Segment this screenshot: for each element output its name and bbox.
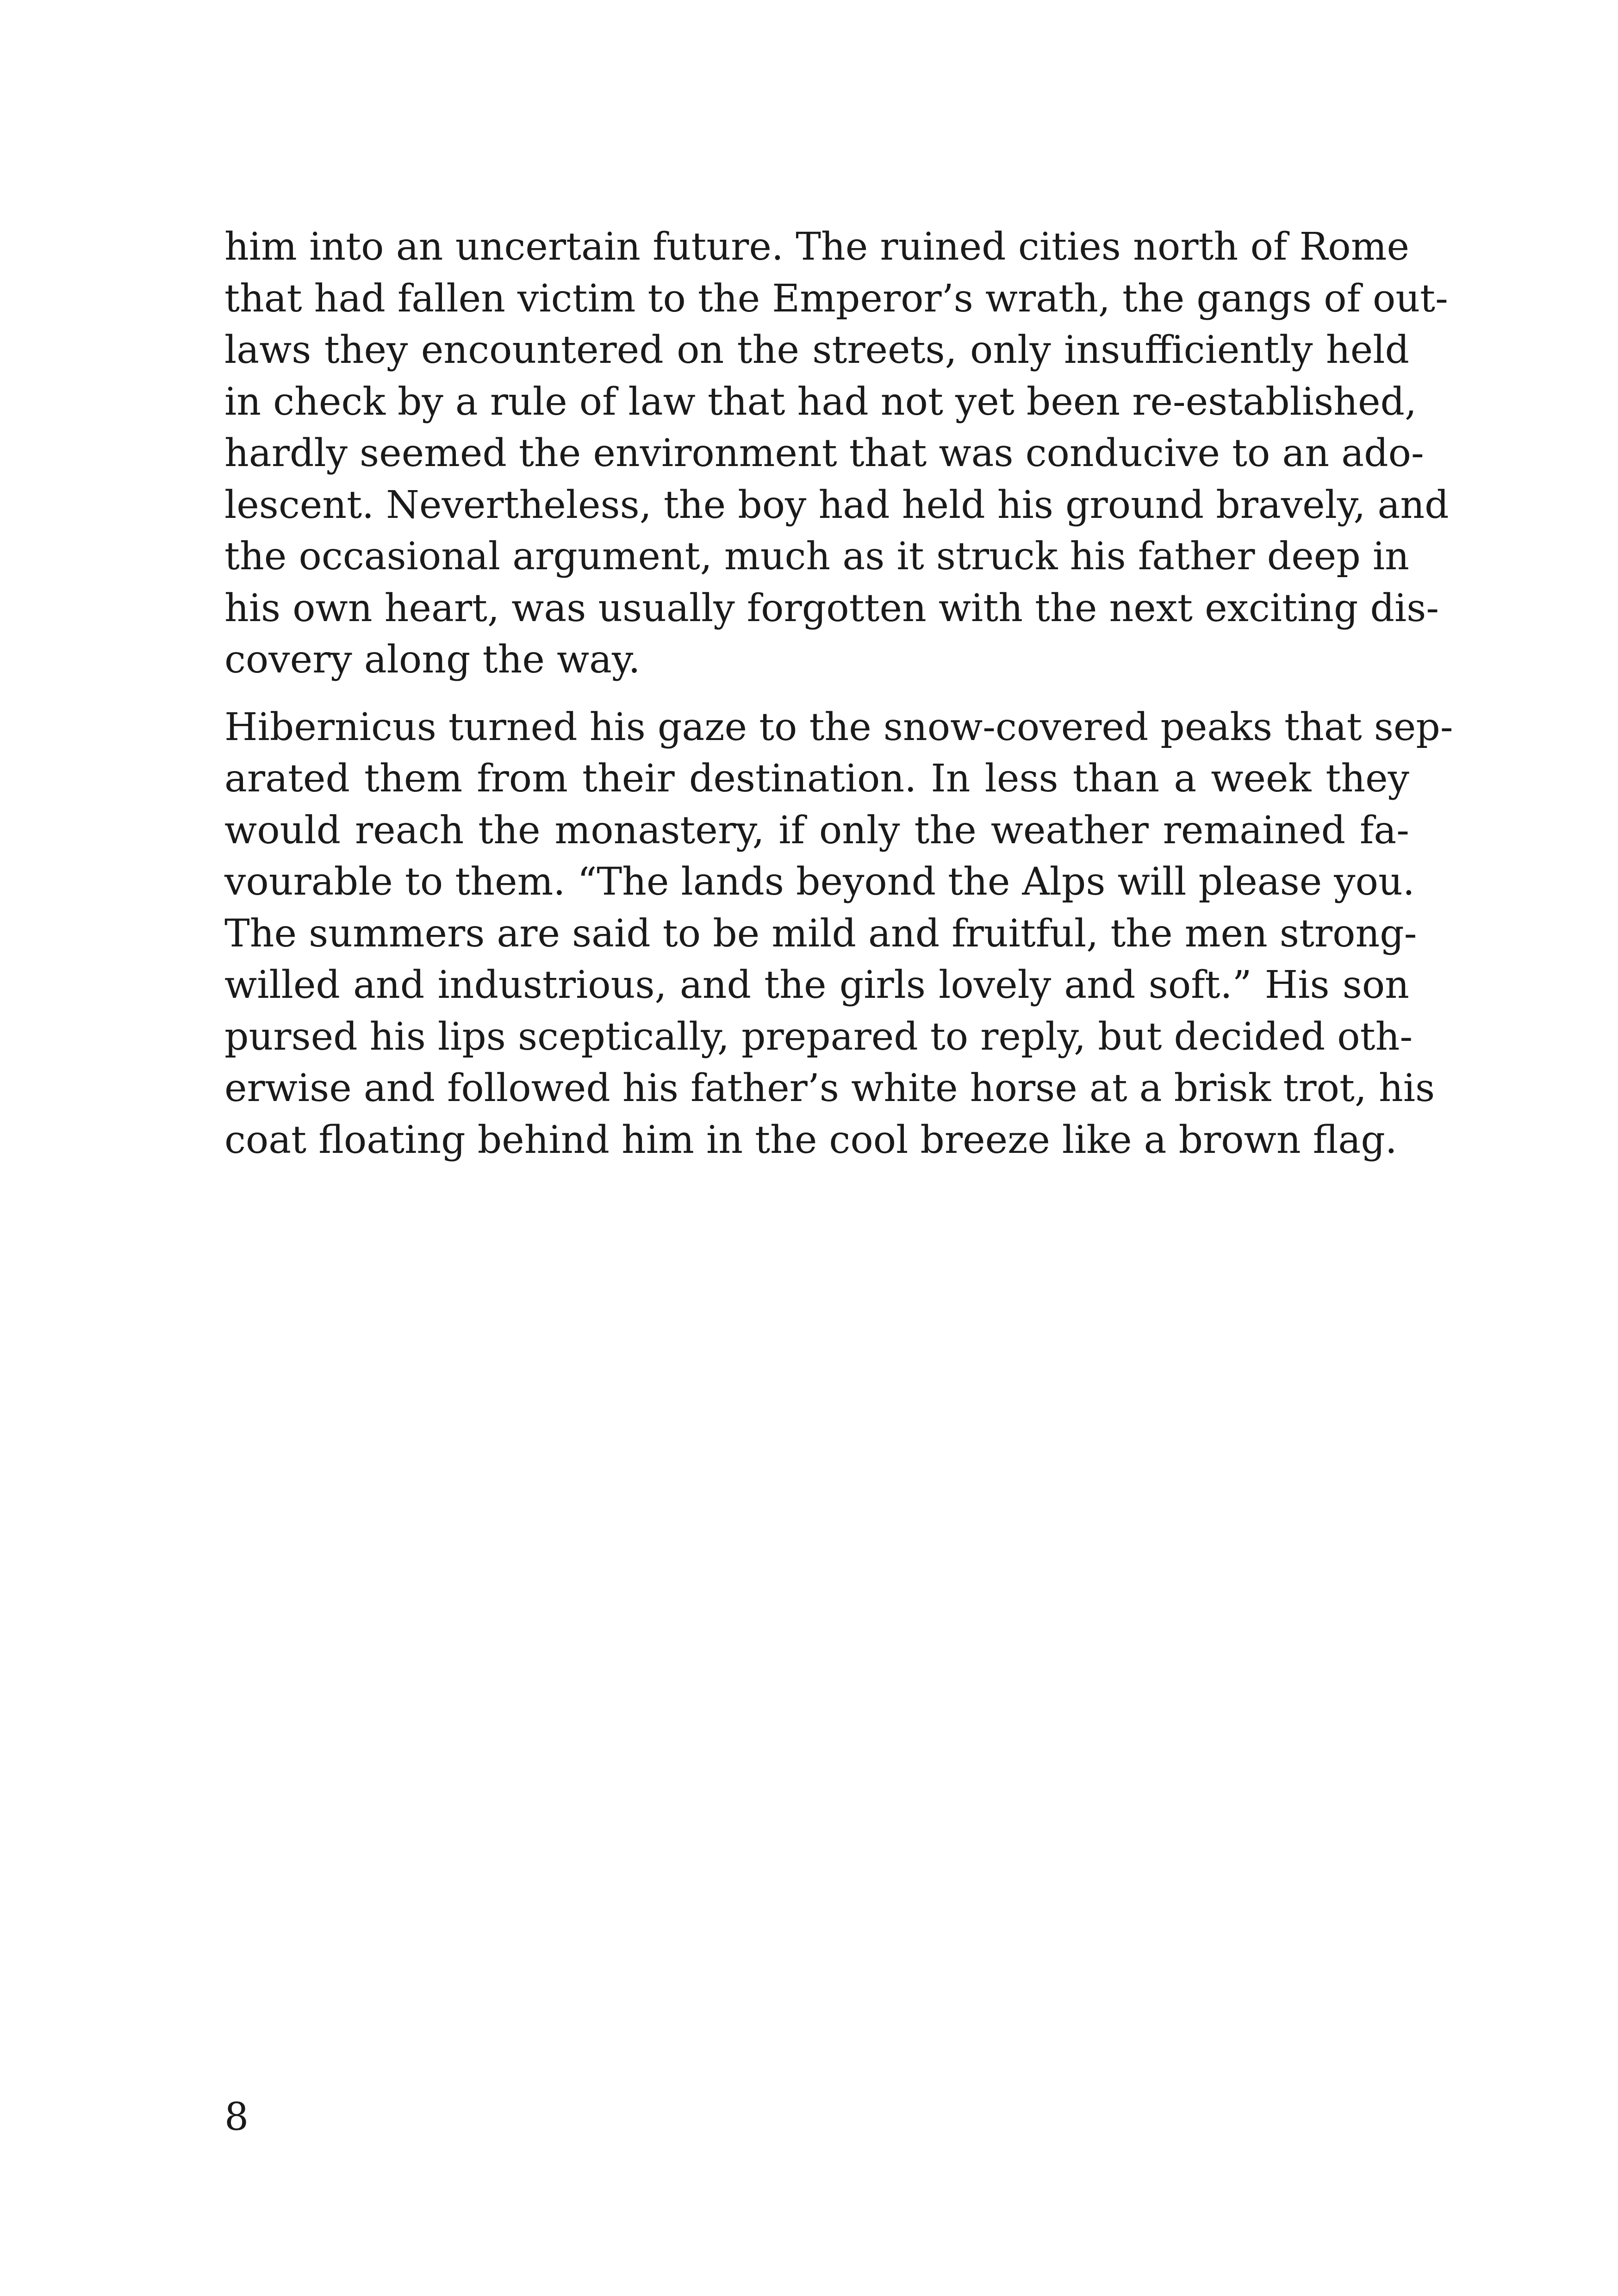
text-line: laws they encountered on the streets, only insufficiently held (224, 328, 1409, 372)
text-line: arated them from their destination. In less than a week they (224, 757, 1409, 801)
text-line: him into an uncertain future. The ruined cities north of Rome (224, 225, 1409, 269)
text-line: Hibernicus turned his gaze to the snow-covered peaks that sep- (224, 705, 1453, 749)
text-line: hardly seemed the environment that was conducive to an ado- (224, 431, 1424, 475)
text-line: lescent. Nevertheless, the boy had held his ground bravely, and (224, 483, 1449, 527)
paragraph-spacer (224, 686, 1409, 702)
text-line: The summers are said to be mild and fruitful, the men strong- (224, 911, 1417, 956)
text-line: erwise and followed his father’s white horse at a brisk trot, his (224, 1066, 1435, 1110)
text-line: covery along the way. (224, 638, 641, 682)
text-line: willed and industrious, and the girls lovely and soft.” His son (224, 963, 1409, 1007)
text-line: in check by a rule of law that had not yet been re-established, (224, 380, 1417, 424)
body-text (224, 221, 1453, 1166)
text-line: that had fallen victim to the Emperor’s wrath, the gangs of out- (224, 276, 1448, 321)
text-line: would reach the monastery, if only the weather remained fa- (224, 808, 1409, 852)
text-line: pursed his lips sceptically, prepared to reply, but decided oth- (224, 1014, 1413, 1059)
text-line: the occasional argument, much as it struck his father deep in (224, 535, 1409, 579)
text-line: vourable to them. “The lands beyond the Alps will please you. (224, 860, 1415, 904)
paragraph-1 (224, 221, 1449, 686)
text-line: coat floating behind him in the cool breeze like a brown flag. (224, 1118, 1397, 1162)
text-line: his own heart, was usually forgotten with the next exciting dis- (224, 586, 1439, 630)
paragraph-2 (224, 702, 1453, 1166)
page-number: 8 (224, 2095, 249, 2139)
